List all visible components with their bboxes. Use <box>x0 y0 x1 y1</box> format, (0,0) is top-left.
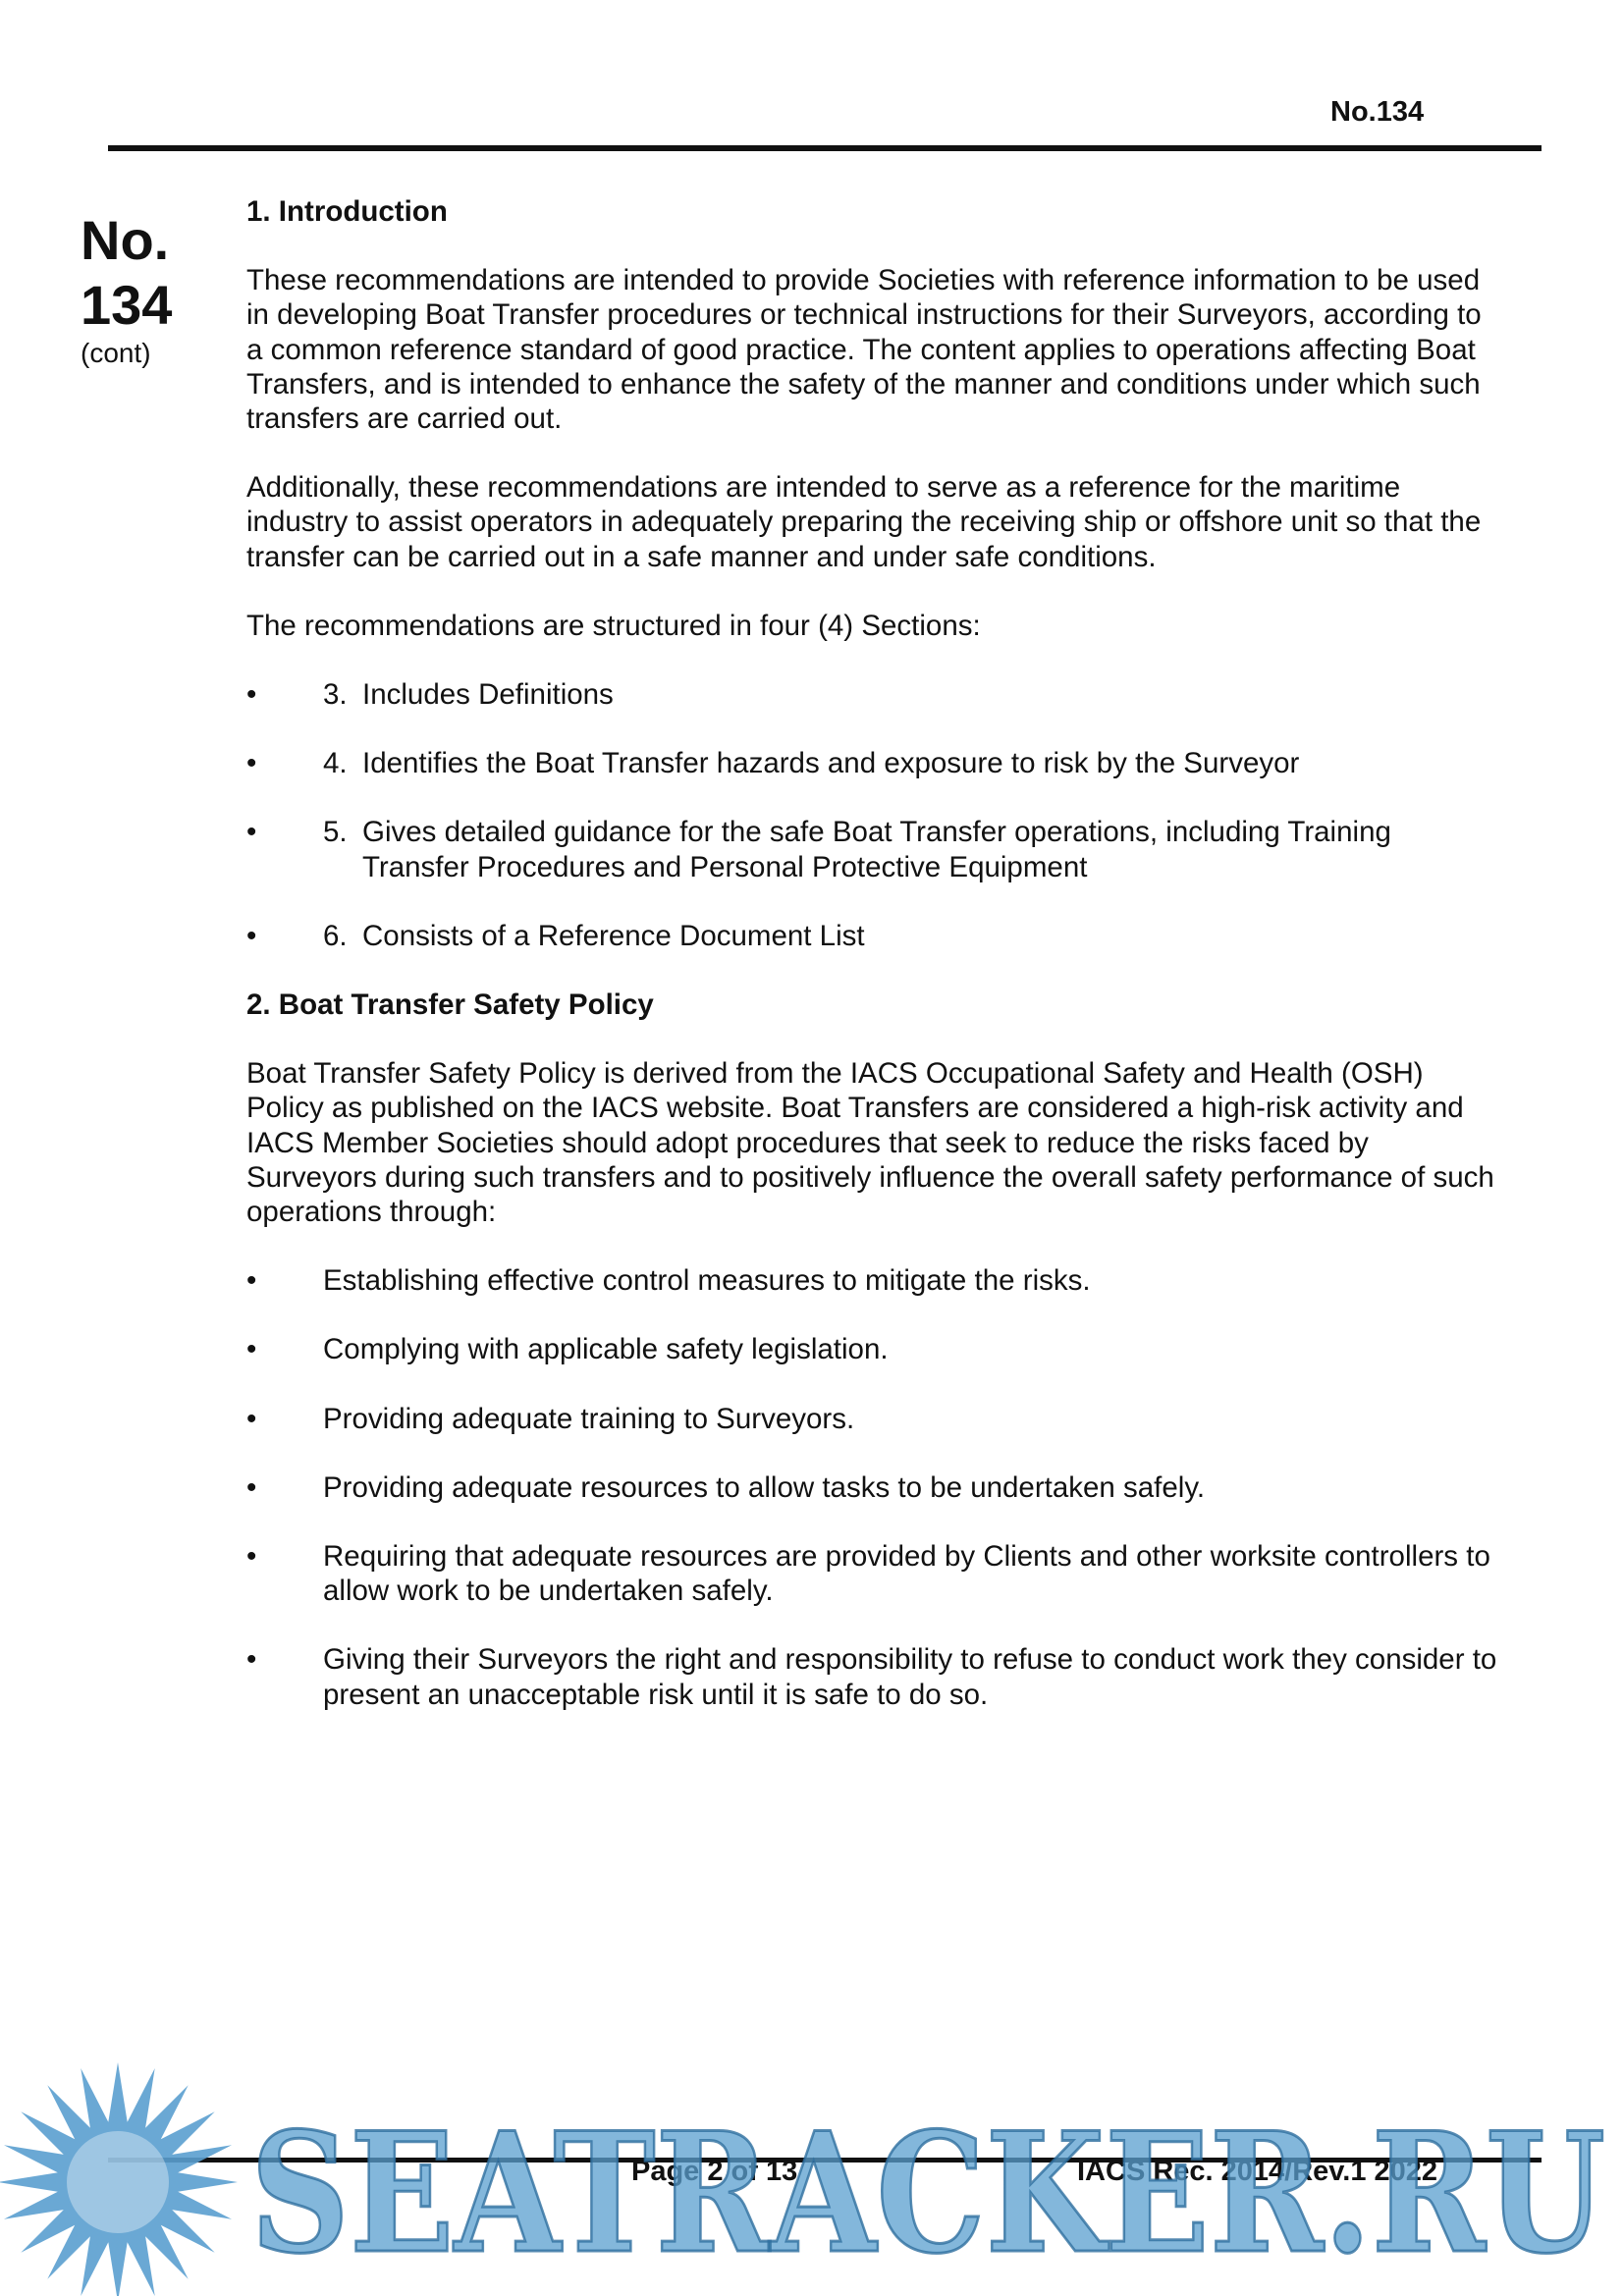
bullet: • <box>246 1643 257 1677</box>
item-number: 6. <box>323 919 348 952</box>
list-item-text: Giving their Surveyors the right and responsibility to refuse to conduct work they consider to present an unacceptable risk until it is safe to do so. <box>323 1643 1497 1711</box>
header-rule <box>108 145 1542 151</box>
recommendation-reference: IACS Rec. 2014/Rev.1 2022 <box>1077 2156 1438 2187</box>
list-item-text: Establishing effective control measures to mitigate the risks. <box>323 1264 1091 1298</box>
list-item <box>246 746 1503 780</box>
bullet: • <box>246 1540 257 1574</box>
list-item <box>246 677 1503 712</box>
bullet: • <box>246 1470 257 1504</box>
main-content <box>246 194 1503 1746</box>
page-number: Page 2 of 13 <box>631 2156 798 2187</box>
list-item-text: Identifies the Boat Transfer hazards and exposure to risk by the Surveyor <box>362 747 1300 780</box>
sun-core-shape <box>67 2131 169 2233</box>
bullet: • <box>246 1402 257 1435</box>
watermark <box>0 2056 1623 2296</box>
list-item-text: Gives detailed guidance for the safe Boat Transfer operations, including Training Transfer Procedures and Personal Protective Equipment <box>362 816 1391 883</box>
list-item <box>246 1402 1503 1436</box>
sidebar-no-value: 134 <box>81 274 173 336</box>
list-item-text: Providing adequate training to Surveyors. <box>323 1402 855 1435</box>
paragraph: Boat Transfer Safety Policy is derived from the IACS Occupational Safety and Health (OSH) Policy as published on the IACS website. Boat Transfers are considered a high-risk activity and IACS Member Societies should adopt procedures that seek to reduce the risks faced by Surveyors during such transfers and to positively influence the overall safety performance of such operations through: <box>246 1057 1494 1229</box>
list-item <box>246 1263 1503 1298</box>
paragraph: Additionally, these recommendations are intended to serve as a reference for the maritime industry to assist operators in adequately preparing the receiving ship or offshore unit so that the transfer can be carried out in a safe manner and under safe conditions. <box>246 471 1482 573</box>
bullet: • <box>246 747 257 780</box>
item-number: 4. <box>323 747 348 780</box>
section-heading-introduction: 1. Introduction <box>246 195 448 228</box>
sidebar-cont: (cont) <box>81 338 151 368</box>
list-item-text: Requiring that adequate resources are provided by Clients and other worksite controllers to allow work to be undertaken safely. <box>323 1540 1490 1608</box>
item-number: 3. <box>323 678 348 712</box>
section-heading-safety-policy: 2. Boat Transfer Safety Policy <box>246 988 654 1022</box>
sun-logo-icon <box>0 2062 238 2296</box>
list-item-text: Providing adequate resources to allow tasks to be undertaken safely. <box>323 1470 1206 1504</box>
item-number: 5. <box>323 816 348 849</box>
watermark-text: SEATRACKER.RU <box>250 2096 1605 2290</box>
bullet: • <box>246 1264 257 1298</box>
bullet: • <box>246 678 257 712</box>
list-item <box>246 1642 1503 1711</box>
list-item-text: Includes Definitions <box>362 678 614 712</box>
list-item-text: Consists of a Reference Document List <box>362 919 865 952</box>
list-item <box>246 815 1503 883</box>
bullet: • <box>246 1333 257 1366</box>
sidebar-no-label: No. <box>81 209 170 271</box>
list-item <box>246 1539 1503 1608</box>
paragraph: The recommendations are structured in four (4) Sections: <box>246 609 981 642</box>
list-item-text: Complying with applicable safety legislation. <box>323 1333 889 1366</box>
document-number: No.134 <box>1330 96 1425 128</box>
list-item <box>246 1470 1503 1505</box>
bullet: • <box>246 919 257 952</box>
sidebar-label <box>81 208 172 369</box>
list-item <box>246 1332 1503 1366</box>
list-item <box>246 919 1503 953</box>
paragraph: These recommendations are intended to provide Societies with reference information to be used in developing Boat Transfer procedures or technical instructions for their Surveyors, according to a common reference standard of good practice. The content applies to operations affecting Boat Transfers, and is intended to enhance the safety of the manner and conditions under which such transfers are carried out. <box>246 264 1482 436</box>
bullet: • <box>246 816 257 849</box>
